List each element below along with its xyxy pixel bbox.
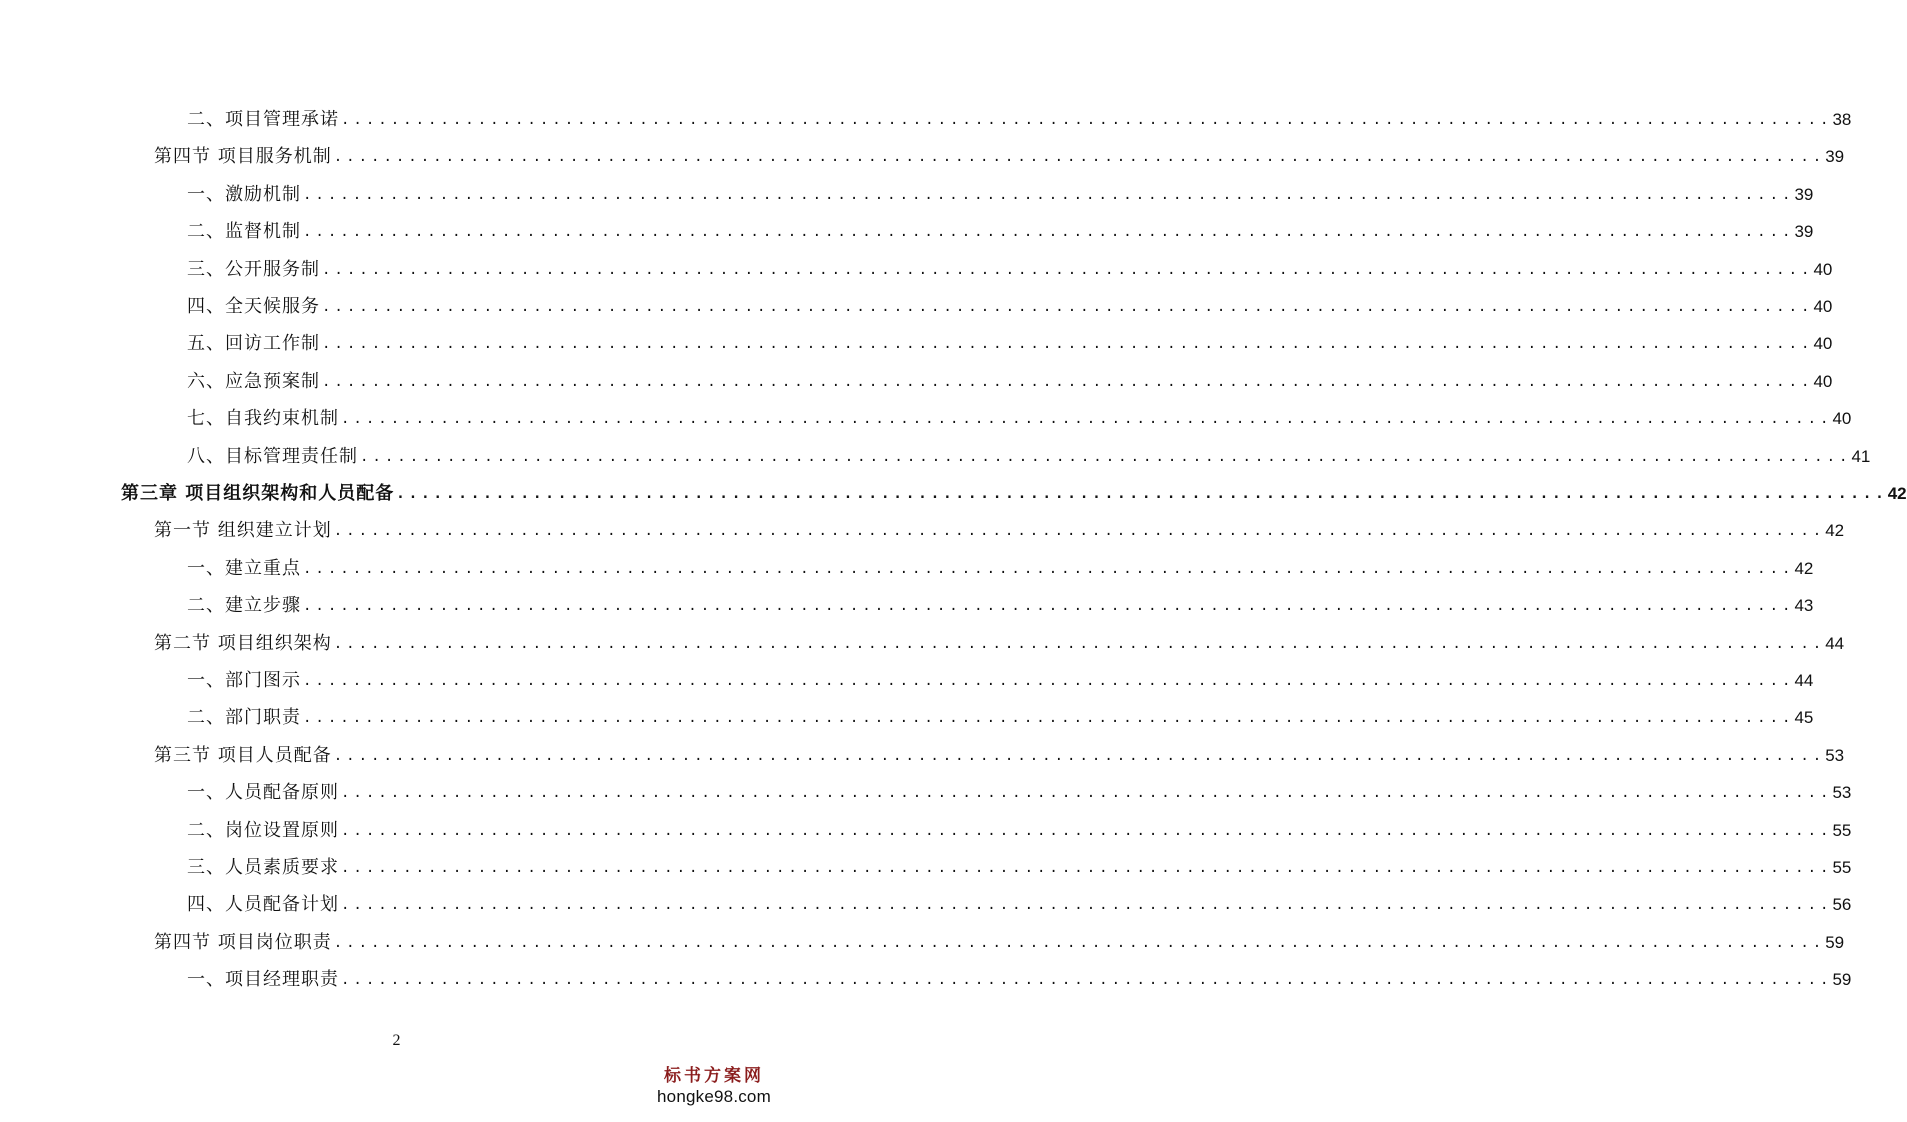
toc-leader-dots: ........................................................................................................................	[341, 785, 1833, 802]
toc-entry[interactable]	[187, 667, 1814, 695]
toc-entry-page: 56	[1832, 895, 1852, 915]
toc-entry-page: 55	[1832, 858, 1852, 877]
toc-entry-label: 一、建立重点	[187, 557, 301, 579]
toc-entry[interactable]	[187, 854, 1852, 882]
toc-entry[interactable]	[187, 256, 1833, 284]
toc-leader-dots: ........................................................................................................................	[322, 261, 1814, 278]
toc-entry[interactable]	[154, 630, 1845, 658]
toc-entry-page: 39	[1825, 147, 1845, 167]
toc-entry-page: 41	[1851, 446, 1871, 466]
toc-leader-dots: ........................................................................................................................	[341, 860, 1833, 876]
toc-entry-label: 五、回访工作制	[187, 333, 320, 355]
watermark-url: hongke98.com	[657, 1087, 771, 1106]
toc-leader-dots: ........................................................................................................................	[341, 972, 1833, 989]
toc-entry-label: 二、岗位设置原则	[187, 819, 339, 841]
toc-leader-dots: ........................................................................................................................	[303, 598, 1795, 615]
toc-entry-label: 八、目标管理责任制	[187, 445, 358, 467]
toc-entry-page: 42	[1887, 484, 1907, 503]
toc-entry-page: 40	[1813, 297, 1833, 316]
toc-entry-page: 39	[1794, 222, 1814, 242]
toc-leader-dots: ........................................................................................................................	[303, 673, 1795, 689]
toc-leader-dots: ........................................................................................................................	[303, 710, 1795, 727]
toc-entry-label: 二、部门职责	[187, 707, 301, 729]
toc-entry-page: 44	[1794, 671, 1814, 690]
toc-entry-page: 55	[1832, 820, 1852, 840]
toc-leader-dots: ........................................................................................................................	[341, 897, 1833, 914]
watermark-title: 标书方案网	[664, 1066, 764, 1086]
toc-entry-label: 第四节 项目服务机制	[154, 146, 332, 168]
toc-entry-label: 第三节 项目人员配备	[154, 744, 332, 766]
toc-entry[interactable]	[187, 218, 1814, 246]
toc-entry[interactable]	[187, 704, 1814, 732]
toc-entry-label: 四、人员配备计划	[187, 894, 339, 916]
toc-entry-page: 45	[1794, 708, 1814, 728]
toc-leader-dots: ........................................................................................................................	[360, 448, 1852, 465]
toc-leader-dots: ........................................................................................................................	[333, 523, 1826, 540]
toc-entry[interactable]	[187, 293, 1833, 321]
toc-leader-dots: ........................................................................................................................	[333, 747, 1826, 764]
page-number: 2	[392, 1032, 401, 1049]
toc-entry[interactable]	[154, 929, 1845, 957]
toc-entry[interactable]	[187, 592, 1814, 620]
toc-entry[interactable]	[187, 368, 1833, 396]
toc-leader-dots: ........................................................................................................................	[303, 560, 1795, 577]
toc-entry[interactable]	[154, 742, 1845, 770]
toc-entry-page: 53	[1832, 783, 1852, 803]
toc-entry[interactable]	[187, 891, 1852, 919]
toc-entry-page: 59	[1825, 932, 1845, 952]
toc-entry-label: 三、人员素质要求	[187, 857, 339, 878]
toc-leader-dots: ........................................................................................................................	[396, 486, 1888, 502]
toc-entry[interactable]	[187, 443, 1871, 471]
toc-entry[interactable]	[187, 555, 1814, 583]
toc-leader-dots: ........................................................................................................................	[341, 411, 1833, 428]
toc-leader-dots: ........................................................................................................................	[303, 186, 1795, 203]
toc-entry-page: 59	[1832, 970, 1852, 990]
toc-entry-page: 43	[1794, 596, 1814, 616]
toc-entry-page: 40	[1813, 334, 1833, 354]
toc-leader-dots: ........................................................................................................................	[333, 635, 1826, 652]
toc-entry[interactable]	[187, 181, 1814, 209]
toc-entry[interactable]	[154, 143, 1845, 171]
toc-entry-label: 一、激励机制	[187, 183, 301, 205]
toc-entry-label: 第一节 组织建立计划	[154, 520, 332, 542]
site-watermark	[649, 1066, 779, 1108]
toc-entry-page: 40	[1813, 371, 1833, 391]
toc-entry-label: 二、项目管理承诺	[187, 109, 339, 130]
toc-entry-label: 二、建立步骤	[187, 595, 301, 617]
toc-entry-label: 一、项目经理职责	[187, 969, 339, 991]
toc-entry-label: 第二节 项目组织架构	[154, 632, 332, 654]
toc-entry[interactable]	[187, 405, 1852, 433]
toc-entry-label: 三、公开服务制	[187, 258, 320, 280]
toc-leader-dots: ........................................................................................................................	[303, 224, 1795, 241]
toc-entry[interactable]	[187, 106, 1852, 134]
toc-entry[interactable]	[187, 779, 1852, 807]
toc-entry-label: 七、自我约束机制	[187, 408, 339, 430]
toc-entry-page: 44	[1825, 633, 1845, 653]
toc-leader-dots: ........................................................................................................................	[322, 373, 1814, 390]
toc-entry-label: 第三章 项目组织架构和人员配备	[121, 483, 395, 504]
toc-leader-dots: ........................................................................................................................	[333, 149, 1826, 166]
toc-entry-label: 六、应急预案制	[187, 370, 320, 392]
toc-entry-page: 39	[1794, 184, 1814, 204]
toc-leader-dots: ........................................................................................................................	[322, 336, 1814, 353]
toc-entry[interactable]	[187, 966, 1852, 994]
toc-entry-page: 38	[1832, 110, 1852, 129]
toc-entry[interactable]	[187, 817, 1852, 845]
toc-leader-dots: ........................................................................................................................	[322, 299, 1814, 315]
toc-leader-dots: ........................................................................................................................	[333, 934, 1826, 951]
toc-entry-label: 第四节 项目岗位职责	[154, 931, 332, 953]
toc-entry-label: 一、人员配备原则	[187, 782, 339, 804]
toc-entry[interactable]	[187, 330, 1833, 358]
toc-entry-page: 42	[1825, 521, 1845, 541]
toc-leader-dots: ........................................................................................................................	[341, 822, 1833, 839]
toc-entry-page: 40	[1813, 259, 1833, 279]
toc-leader-dots: ........................................................................................................................	[341, 112, 1833, 128]
toc-entry[interactable]	[154, 517, 1845, 545]
toc-entry-page: 42	[1794, 558, 1814, 578]
toc-entry[interactable]	[121, 480, 1907, 508]
toc-entry-page: 40	[1832, 409, 1852, 429]
toc-entry-label: 四、全天候服务	[187, 296, 320, 317]
toc-entry-label: 一、部门图示	[187, 670, 301, 691]
toc-entry-label: 二、监督机制	[187, 221, 301, 243]
toc-entry-page: 53	[1825, 745, 1845, 765]
